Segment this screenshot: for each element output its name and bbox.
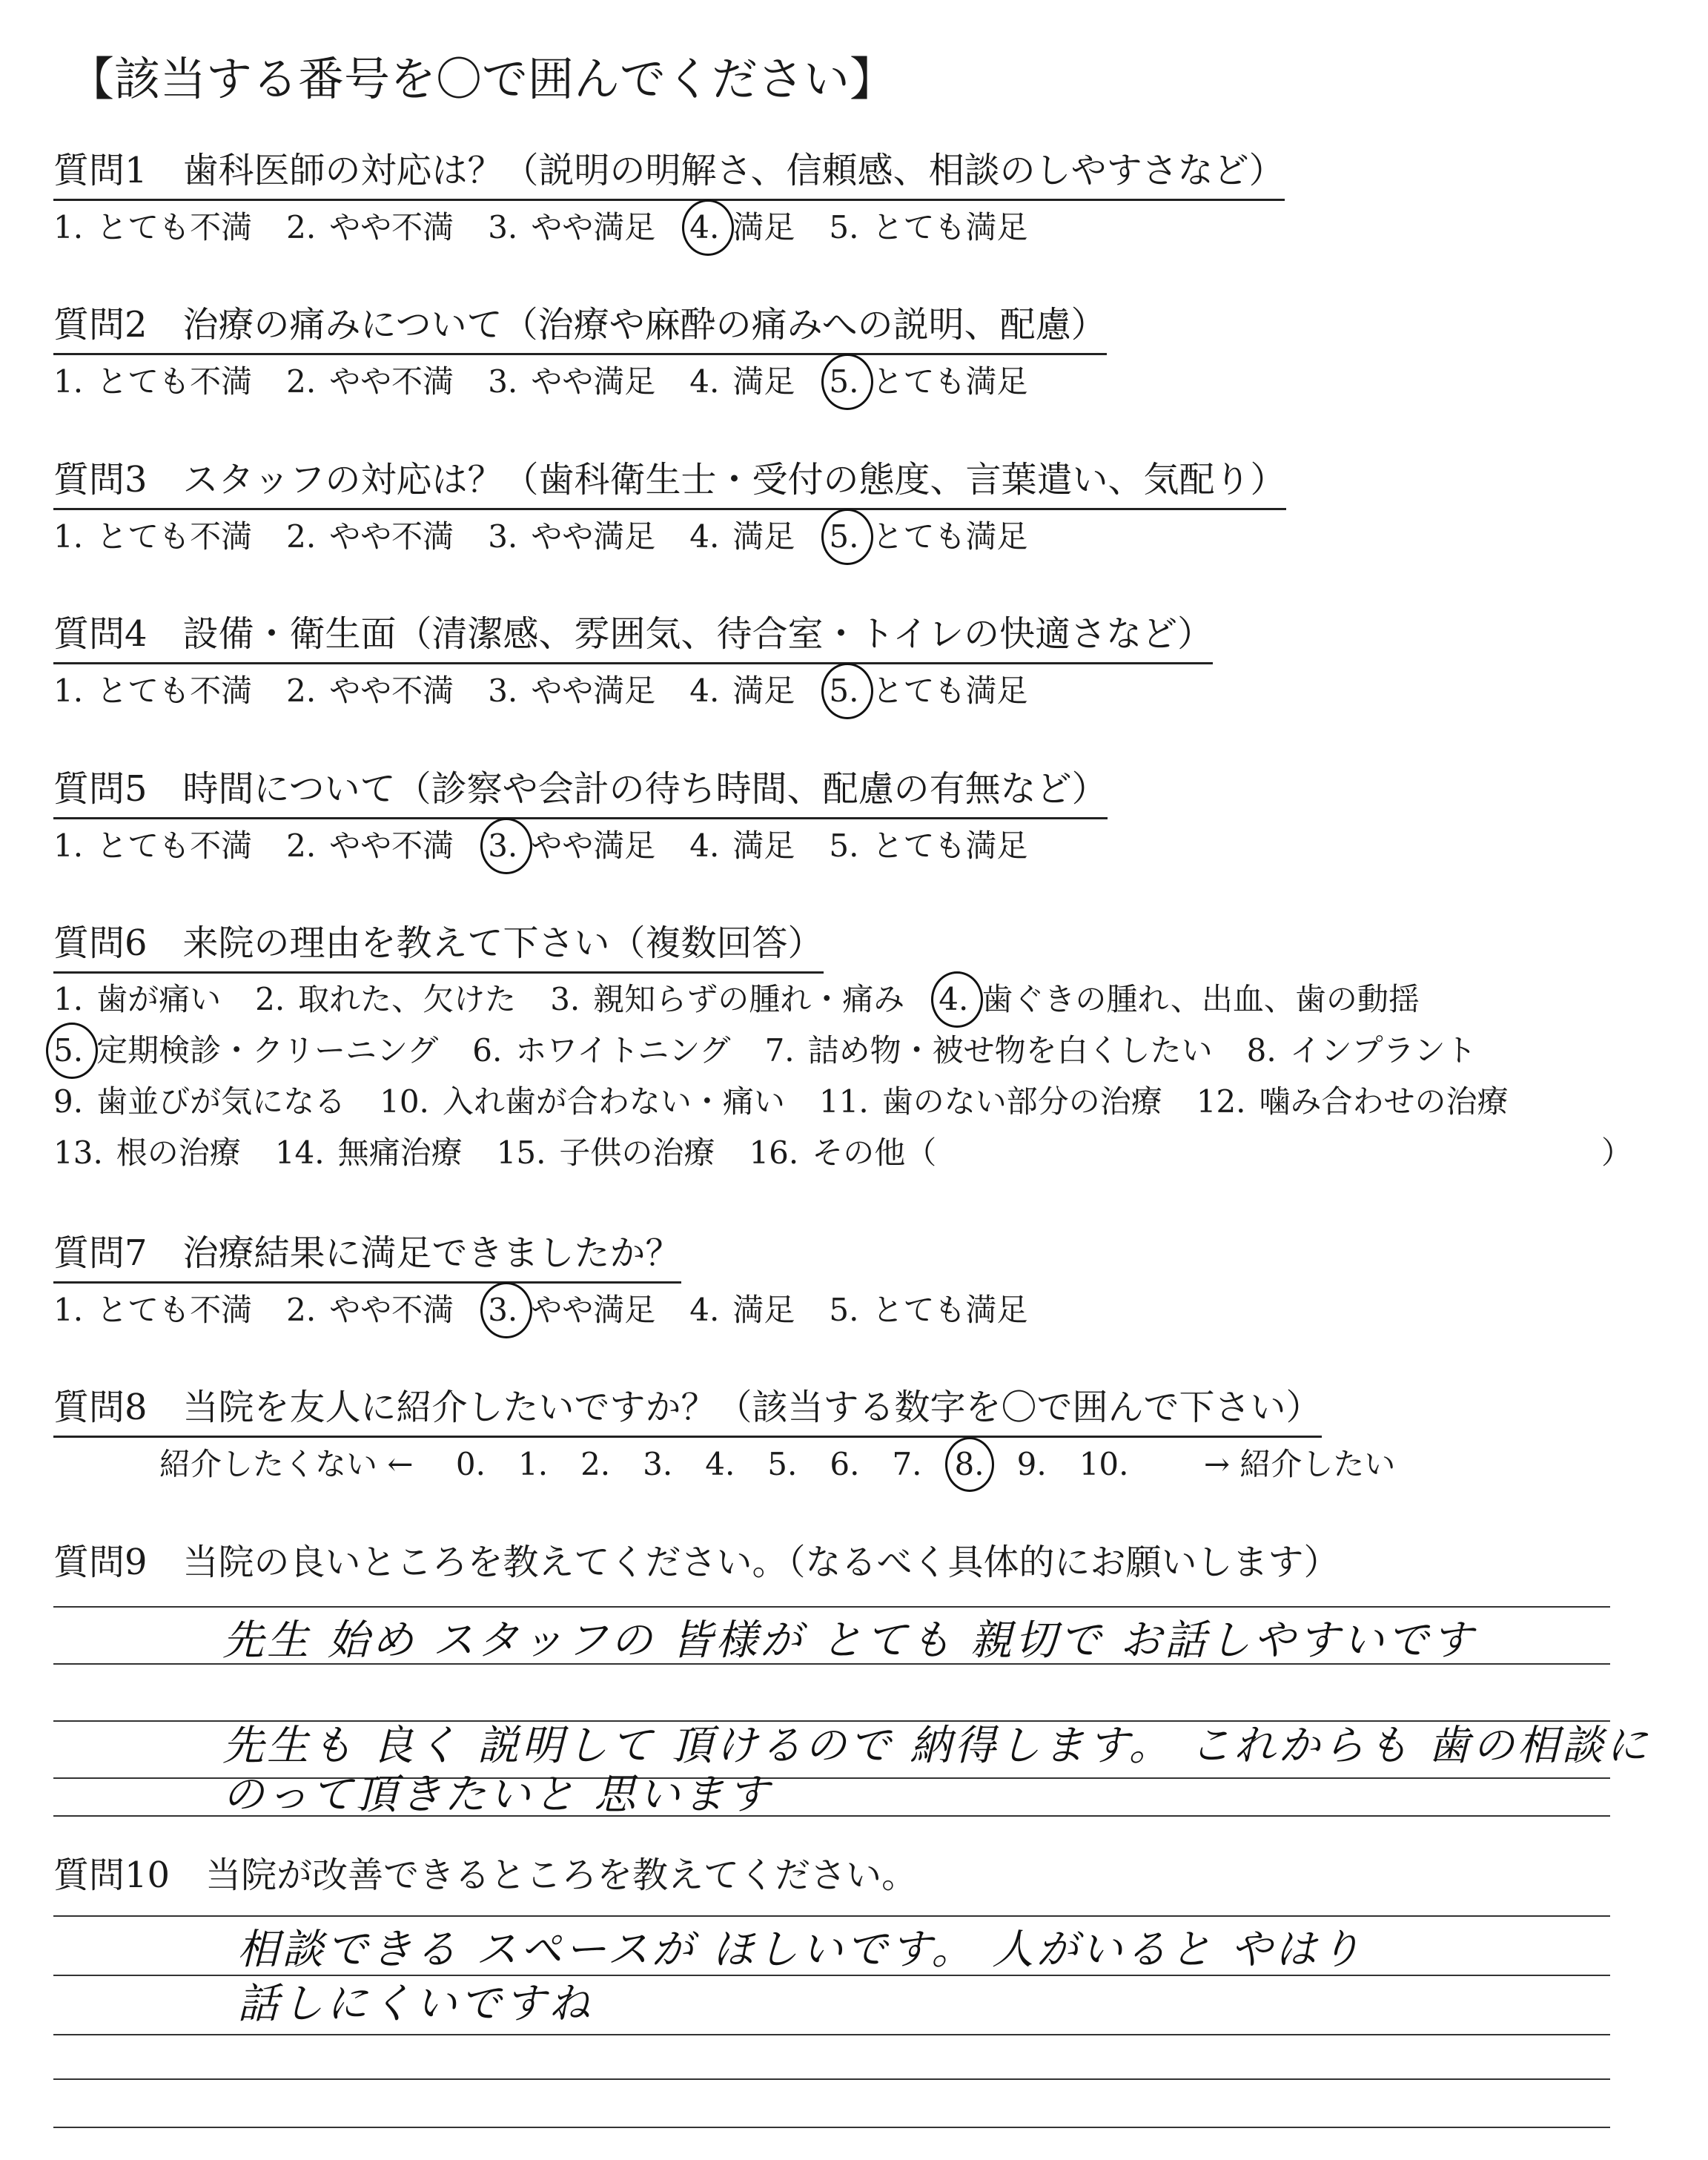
q6-row-3 <box>53 1080 1509 1124</box>
option-q2-3 <box>488 360 655 404</box>
option-q5-1 <box>53 824 252 868</box>
option-q7-1 <box>53 1288 252 1332</box>
option-number: 1. <box>53 828 84 864</box>
option-q4-3 <box>488 669 655 713</box>
option-label: やや満足 <box>531 828 656 864</box>
question-4: 質問4 設備・衛生面（清潔感、雰囲気、待合室・トイレの快適さなど） <box>53 610 1213 664</box>
option-q2-1 <box>53 360 252 404</box>
q6-row-1 <box>53 977 1420 1022</box>
option-label: 親知らずの腫れ・痛み <box>593 981 905 1017</box>
option-label: 歯のない部分の治療 <box>881 1083 1162 1120</box>
option-number: 6. <box>472 1032 503 1069</box>
option-q6-2 <box>380 1080 785 1124</box>
answers-q3 <box>53 515 1027 559</box>
option-q6-4 <box>939 977 1420 1022</box>
option-number: 4. <box>939 977 968 1022</box>
option-label: 満足 <box>732 518 795 555</box>
option-number: 5. <box>829 828 859 864</box>
option-number: 1. <box>53 363 84 400</box>
q8-scale-number: 2. <box>580 1446 611 1482</box>
q9-answer-line-1: 先生 始め スタッフの 皆様が とても 親切で お話しやすいです <box>222 1616 1476 1665</box>
option-number: 3. <box>488 518 518 555</box>
option-number: 2. <box>286 209 317 245</box>
option-number: 5. <box>53 1028 83 1073</box>
option-label: 無痛治療 <box>337 1135 463 1171</box>
option-number: 1. <box>53 1292 84 1328</box>
option-number: 12. <box>1196 1083 1246 1120</box>
option-number: 4. <box>689 205 719 250</box>
q8-right-label: → 紹介したい <box>1203 1446 1396 1482</box>
option-number: 15. <box>496 1135 546 1171</box>
option-label: とても満足 <box>872 673 1028 709</box>
option-label: とても満足 <box>872 518 1028 555</box>
q8-scale-numbers <box>456 1442 1162 1487</box>
option-label: やや不満 <box>329 673 454 709</box>
option-label: 歯並びが気になる <box>96 1083 346 1120</box>
option-number: 5. <box>829 669 858 713</box>
option-label: やや満足 <box>531 518 656 555</box>
option-q3-2 <box>286 515 454 559</box>
option-number: 3. <box>488 673 518 709</box>
answers-q5 <box>53 824 1027 868</box>
question-10: 質問10 当院が改善できるところを教えてください。 <box>53 1855 918 1896</box>
option-label: 取れた、欠けた <box>298 981 517 1017</box>
option-q5-5 <box>829 824 1027 868</box>
question-1: 質問1 歯科医師の対応は？（説明の明解さ、信頼感、相談のしやすさなど） <box>53 147 1285 201</box>
option-label: やや不満 <box>329 828 454 864</box>
option-q7-3 <box>488 1288 655 1332</box>
question-8: 質問8 当院を友人に紹介したいですか？（該当する数字を〇で囲んで下さい） <box>53 1384 1322 1438</box>
option-number: 4. <box>689 828 720 864</box>
option-label: とても不満 <box>96 363 253 400</box>
option-label: ホワイトニング <box>515 1032 731 1069</box>
option-q7-4 <box>689 1288 795 1332</box>
option-q2-5 <box>829 360 1027 404</box>
option-label: 歯ぐきの腫れ、出血、歯の動揺 <box>982 981 1420 1017</box>
q8-scale-number: 6. <box>830 1446 860 1482</box>
q8-scale <box>159 1442 1395 1487</box>
option-q6-3 <box>765 1028 1213 1073</box>
answers-q7 <box>53 1288 1027 1332</box>
option-number: 2. <box>286 518 317 555</box>
q8-scale-number: 1. <box>517 1446 549 1482</box>
q8-scale-number: 5. <box>767 1446 798 1482</box>
question-7: 質問7 治療結果に満足できましたか？ <box>53 1229 681 1284</box>
answers-q1 <box>53 205 1027 250</box>
option-label: やや不満 <box>329 1292 454 1328</box>
q6-row-4 <box>53 1131 936 1175</box>
option-label: インプラント <box>1289 1032 1477 1069</box>
option-number: 2. <box>255 981 285 1017</box>
option-label: 定期検診・クリーニング <box>96 1032 439 1069</box>
option-q6-4 <box>1247 1028 1477 1073</box>
option-label: 満足 <box>732 673 795 709</box>
option-label: 噛み合わせの治療 <box>1259 1083 1509 1120</box>
option-number: 5. <box>829 209 859 245</box>
option-q6-1 <box>53 1080 345 1124</box>
option-number: 4. <box>689 1292 720 1328</box>
option-number: 1. <box>53 981 84 1017</box>
option-label: 満足 <box>732 363 795 400</box>
option-q5-4 <box>689 824 795 868</box>
option-number: 16. <box>749 1135 799 1171</box>
q8-scale-number: 7. <box>892 1446 922 1482</box>
q8-scale-number: 8. <box>945 1437 994 1492</box>
option-number: 2. <box>286 1292 317 1328</box>
answer-line <box>53 1915 1610 1917</box>
q8-scale-number: 0. <box>455 1446 486 1482</box>
question-5: 質問5 時間について（診察や会計の待ち時間、配慮の有無など） <box>53 765 1108 819</box>
option-q3-1 <box>53 515 252 559</box>
option-label: やや不満 <box>329 209 454 245</box>
option-label: その他（ <box>812 1135 937 1171</box>
question-6: 質問6 来院の理由を教えて下さい（複数回答） <box>53 919 824 974</box>
option-q1-5 <box>829 205 1027 250</box>
option-q2-4 <box>689 360 795 404</box>
option-label: とても満足 <box>872 1292 1028 1328</box>
question-2: 質問2 治療の痛みについて（治療や麻酔の痛みへの説明、配慮） <box>53 301 1107 355</box>
option-q6-4 <box>749 1131 936 1175</box>
q8-left-label: 紹介したくない ← <box>159 1446 414 1482</box>
option-number: 4. <box>689 518 720 555</box>
option-number: 14. <box>274 1135 325 1171</box>
option-q3-4 <box>689 515 795 559</box>
option-q5-2 <box>286 824 454 868</box>
option-number: 2. <box>286 828 317 864</box>
option-label: とても不満 <box>96 828 253 864</box>
option-number: 3. <box>488 209 518 245</box>
q10-answer-line-1: 相談できる スペースが ほしいです。 人がいると やはり <box>237 1926 1364 1974</box>
option-label: 満足 <box>732 828 795 864</box>
option-q4-2 <box>286 669 454 713</box>
option-q3-3 <box>488 515 655 559</box>
option-number: 5. <box>829 360 858 404</box>
option-number: 8. <box>1246 1032 1277 1069</box>
option-q2-2 <box>286 360 454 404</box>
option-label: やや満足 <box>531 673 656 709</box>
option-label: 入れ歯が合わない・痛い <box>442 1083 785 1120</box>
option-number: 3. <box>488 824 517 868</box>
option-q6-2 <box>275 1131 463 1175</box>
option-label: 歯が痛い <box>96 981 222 1017</box>
option-q6-2 <box>472 1028 730 1073</box>
option-q6-4 <box>1196 1080 1509 1124</box>
option-label: とても不満 <box>96 209 253 245</box>
option-q6-1 <box>53 977 221 1022</box>
option-q1-1 <box>53 205 252 250</box>
option-q7-2 <box>286 1288 454 1332</box>
option-number: 10. <box>380 1083 429 1120</box>
option-q3-5 <box>829 515 1027 559</box>
option-q1-4 <box>689 205 795 250</box>
option-label: とても満足 <box>872 209 1028 245</box>
answer-line <box>53 2034 1610 2035</box>
option-label: とても不満 <box>96 673 253 709</box>
option-number: 5. <box>829 1292 859 1328</box>
option-number: 3. <box>550 981 580 1017</box>
q6-row-2 <box>53 1028 1477 1073</box>
option-label: 子供の治療 <box>559 1135 715 1171</box>
option-q6-3 <box>497 1131 715 1175</box>
option-q6-3 <box>819 1080 1162 1124</box>
answer-line <box>53 2127 1610 2128</box>
answers-q4 <box>53 669 1027 713</box>
option-number: 3. <box>488 363 518 400</box>
option-number: 4. <box>689 673 720 709</box>
option-number: 9. <box>53 1083 84 1120</box>
q10-answer-line-2: 話しにくいですね <box>237 1980 593 2028</box>
question-3: 質問3 スタッフの対応は？（歯科衛生士・受付の態度、言葉遣い、気配り） <box>53 456 1286 510</box>
option-label: やや不満 <box>329 518 454 555</box>
option-label: 詰め物・被せ物を白くしたい <box>807 1032 1213 1069</box>
option-number: 1. <box>53 209 84 245</box>
q6-other-close-paren: ） <box>1601 1135 1633 1171</box>
option-q4-4 <box>689 669 795 713</box>
answer-line <box>53 2078 1610 2080</box>
option-q6-1 <box>53 1028 438 1073</box>
option-q6-2 <box>255 977 516 1022</box>
option-q4-5 <box>829 669 1027 713</box>
option-number: 3. <box>488 1288 517 1332</box>
option-label: とても満足 <box>872 363 1028 400</box>
option-label: 満足 <box>732 1292 795 1328</box>
option-q6-1 <box>53 1131 241 1175</box>
question-9: 質問9 当院の良いところを教えてください。（なるべく具体的にお願いします） <box>53 1542 1340 1583</box>
q9-answer-line-2: 先生も 良く 説明して 頂けるので 納得します。 これからも 歯の相談に <box>222 1722 1651 1770</box>
page-title: 【該当する番号を〇で囲んでください】 <box>68 52 896 106</box>
option-q5-3 <box>488 824 655 868</box>
answers-q2 <box>53 360 1027 404</box>
option-q7-5 <box>829 1288 1027 1332</box>
option-number: 5. <box>829 515 858 559</box>
option-number: 7. <box>764 1032 795 1069</box>
option-q1-3 <box>488 205 655 250</box>
option-label: とても満足 <box>872 828 1028 864</box>
option-label: やや満足 <box>531 209 656 245</box>
option-label: やや満足 <box>531 1292 656 1328</box>
option-number: 1. <box>53 673 84 709</box>
option-number: 2. <box>286 363 317 400</box>
option-label: とても不満 <box>96 1292 253 1328</box>
answer-line <box>53 1606 1610 1608</box>
option-label: やや不満 <box>329 363 454 400</box>
q8-scale-number: 9. <box>1016 1446 1047 1482</box>
q8-scale-number: 3. <box>643 1446 673 1482</box>
q8-scale-number: 4. <box>705 1446 735 1482</box>
option-q4-1 <box>53 669 252 713</box>
q8-scale-number: 10. <box>1079 1446 1129 1482</box>
option-q1-2 <box>286 205 454 250</box>
option-number: 1. <box>53 518 84 555</box>
option-q6-3 <box>550 977 904 1022</box>
option-label: やや満足 <box>531 363 656 400</box>
q9-answer-line-3: のって頂きたいと 思います <box>222 1771 772 1819</box>
option-number: 2. <box>286 673 317 709</box>
option-label: 満足 <box>732 209 795 245</box>
option-label: 根の治療 <box>116 1135 241 1171</box>
option-number: 4. <box>689 363 720 400</box>
option-label: とても不満 <box>96 518 253 555</box>
option-number: 11. <box>818 1083 869 1120</box>
option-number: 13. <box>53 1135 103 1171</box>
